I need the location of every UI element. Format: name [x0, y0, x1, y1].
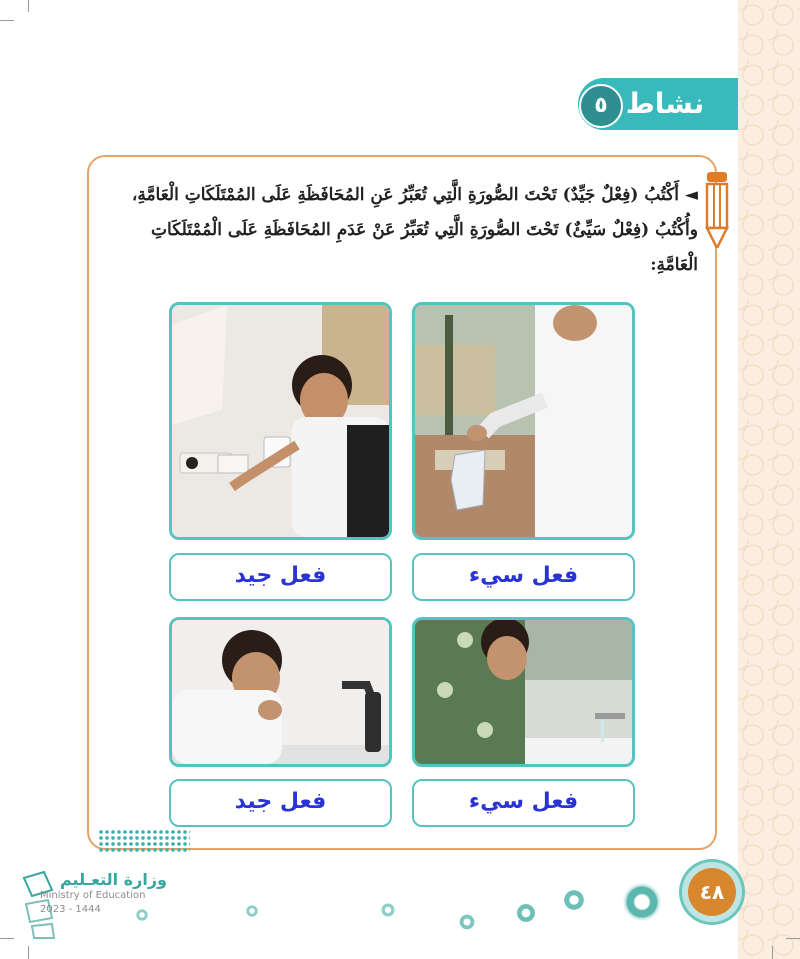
decorative-rosette	[562, 888, 586, 912]
photo-closed-tap	[169, 617, 392, 767]
crop-mark	[28, 0, 29, 12]
decorative-rosette	[515, 902, 537, 924]
crop-mark	[0, 938, 14, 939]
crop-mark	[786, 938, 800, 939]
answer-box-good-2[interactable]: فعل جيد	[169, 779, 392, 827]
pencil-icon	[704, 172, 730, 248]
decorative-rosette	[620, 880, 664, 924]
instruction-text: ◄ أَكْتُبُ (فِعْلٌ جَيِّدٌ) تَحْتَ الصُّورَةِ الَّتِي تُعَبِّرُ عَنِ المُحَافَظَةِ عَلَى المُمْتَلَكَاتِ الْعَامَّةِ، وأُكْتُبُ (فِعْلٌ سَيِّئٌ) تَحْتَ الصُّورَةِ الَّتِي تُعَبِّرُ عَنْ عَدَمِ المُحَافَظَةِ عَلَى الْمُمْتَلَكَاتِ الْعَامَّةِ:	[131, 185, 698, 275]
decorative-rosette	[135, 908, 149, 922]
side-pattern	[738, 0, 800, 959]
crop-mark	[28, 946, 29, 959]
answer-box-good-1[interactable]: فعل جيد	[169, 553, 392, 601]
edition-year: 2023 - 1444	[40, 904, 101, 915]
photo-light-switch	[169, 302, 392, 540]
activity-title: نشاط	[625, 87, 705, 120]
ministry-name-en: Ministry of Education	[40, 890, 146, 901]
answer-box-bad-1[interactable]: فعل سيء	[412, 553, 635, 601]
decorative-rosette	[245, 904, 259, 918]
decorative-rosette	[458, 913, 476, 931]
photo-running-water	[412, 617, 635, 767]
page-number: ٤٨	[688, 868, 736, 916]
crop-mark	[0, 20, 14, 21]
answer-box-bad-2[interactable]: فعل سيء	[412, 779, 635, 827]
crop-mark	[772, 946, 773, 959]
dotted-ornament	[98, 829, 190, 853]
photo-littering	[412, 302, 635, 540]
activity-number: ٥	[579, 84, 623, 128]
decorative-rosette	[380, 902, 396, 918]
ministry-name-ar: وزارة التعـليم	[60, 870, 167, 889]
